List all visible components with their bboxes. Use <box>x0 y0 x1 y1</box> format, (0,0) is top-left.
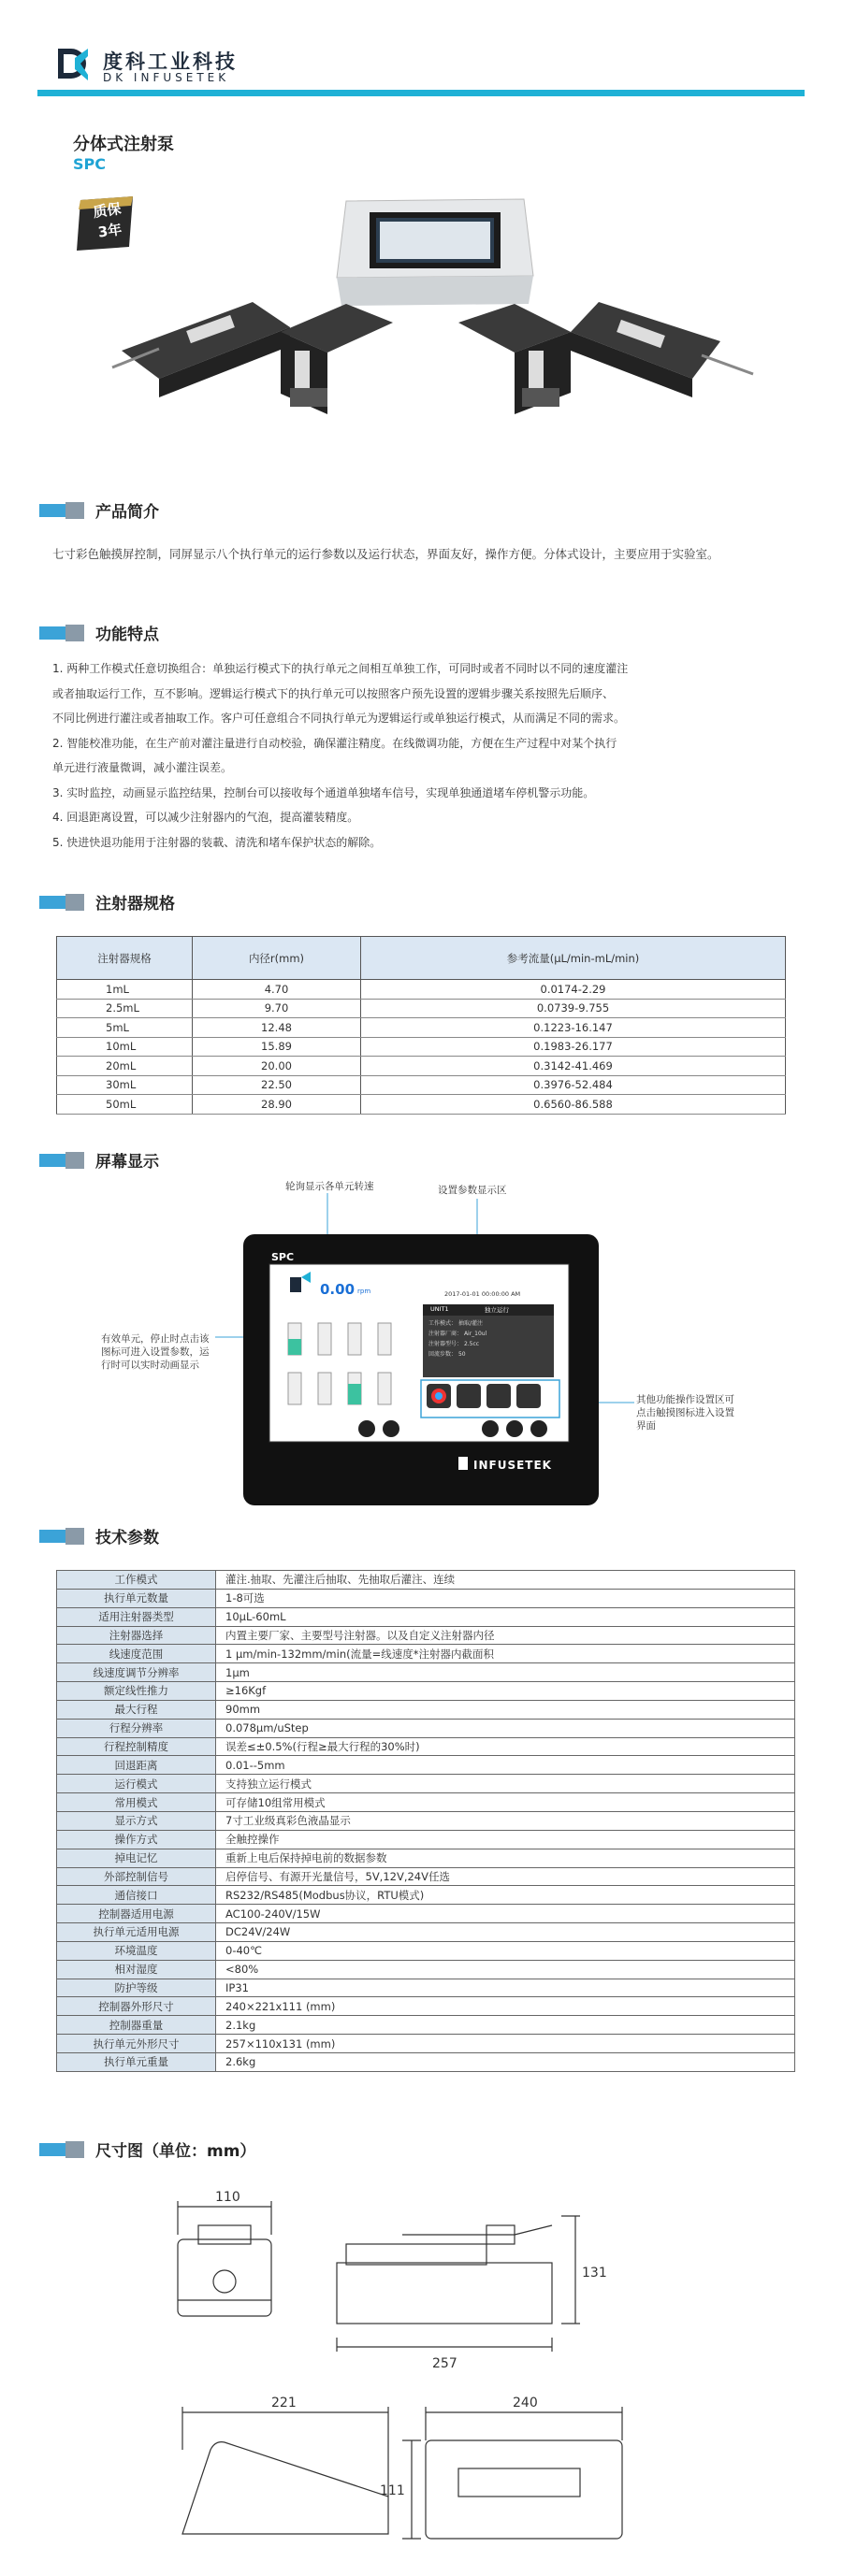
table-row <box>57 1057 786 1076</box>
spec-value: 0.01--5mm <box>216 1756 795 1775</box>
feature-line: 5. 快进快退功能用于注射器的装載、清洗和堵车保护状态的解除。 <box>52 835 382 849</box>
product-title: 分体式注射泵 <box>73 135 174 154</box>
spec-key: 防护等级 <box>57 1979 216 1997</box>
table-cell: 4.70 <box>193 980 361 1000</box>
spec-key: 控制器适用电源 <box>57 1905 216 1923</box>
controller-front-view <box>402 2407 622 2539</box>
pump-side-view <box>178 2201 271 2316</box>
header-accent-bar <box>37 90 805 96</box>
table-cell: 1mL <box>57 980 193 1000</box>
table-cell: 20.00 <box>193 1057 361 1076</box>
product-model: SPC <box>73 155 106 173</box>
feature-line: 4. 回退距离设置，可以减少注射器内的气泡，提高灌装精度。 <box>52 811 359 824</box>
table-row <box>57 1645 795 1663</box>
table-row <box>57 1811 795 1830</box>
spec-key: 工作模式 <box>57 1571 216 1590</box>
pump-unit-1 <box>112 302 290 397</box>
table-cell: 0.3142-41.469 <box>361 1057 786 1076</box>
spec-value: 2.1kg <box>216 2016 795 2035</box>
spec-key: 运行模式 <box>57 1775 216 1793</box>
spec-value: 支持独立运行模式 <box>216 1775 795 1793</box>
spec-value: DC24V/24W <box>216 1923 795 1942</box>
table-row <box>57 1095 786 1115</box>
spec-value: 内置主要厂家、主要型号注射器。以及自定义注射器内径 <box>216 1626 795 1645</box>
table-row <box>57 1923 795 1942</box>
pump-unit-3 <box>458 304 571 414</box>
spec-value: 启停信号、有源开光量信号，5V,12V,24V任选 <box>216 1867 795 1886</box>
spec-value: 灌注.抽取、先灌注后抽取、先抽取后灌注、连续 <box>216 1571 795 1590</box>
table-row <box>57 2016 795 2035</box>
panel-params <box>428 1318 550 1360</box>
table-cell: 5mL <box>57 1018 193 1038</box>
table-row <box>57 1793 795 1812</box>
panel-title: UNIT1 <box>430 1305 449 1313</box>
spec-value: 10μL-60mL <box>216 1607 795 1626</box>
spec-value: 1-8可选 <box>216 1589 795 1607</box>
section-title: 功能特点 <box>95 626 159 644</box>
spec-value: 0-40℃ <box>216 1941 795 1960</box>
spec-key: 执行单元数量 <box>57 1589 216 1607</box>
tech-spec-table <box>56 1570 795 2072</box>
callout-speed: 轮询显示各单元转速 <box>285 1181 374 1192</box>
table-row <box>57 1075 786 1095</box>
table-row <box>57 1830 795 1849</box>
table-cell: 0.6560-86.588 <box>361 1095 786 1115</box>
callout-unit: 有效单元，停止时点击该图标可进入设置参数，运行时可以实时动画显示 <box>101 1333 210 1371</box>
table-header: 参考流量(μL/min-mL/min) <box>361 937 786 980</box>
table-cell: 30mL <box>57 1075 193 1095</box>
feature-line: 或者抽取运行工作，互不影响。逻辑运行模式下的执行单元可以按照客户预先设置的逻辑步骤关系按照先后顺序、 <box>52 686 615 700</box>
spec-key: 环境温度 <box>57 1941 216 1960</box>
table-row <box>57 1756 795 1775</box>
table-row <box>57 1663 795 1682</box>
dim-131: 131 <box>582 2266 607 2281</box>
screen-brand-logo <box>458 1457 468 1470</box>
panel-value: 50 <box>457 1351 466 1358</box>
table-cell: 10mL <box>57 1037 193 1057</box>
brand-name-cn: 度科工业科技 <box>103 50 238 73</box>
screen-datetime: 2017-01-01 00:00:00 AM <box>444 1290 521 1298</box>
dim-110: 110 <box>215 2190 240 2205</box>
dimension-drawing <box>159 2188 720 2562</box>
table-cell: 20mL <box>57 1057 193 1076</box>
spec-key: 行程分辨率 <box>57 1719 216 1737</box>
spec-value: 7寸工业级真彩色液晶显示 <box>216 1811 795 1830</box>
spec-key: 回退距离 <box>57 1756 216 1775</box>
spec-key: 操作方式 <box>57 1830 216 1849</box>
spec-key: 控制器重量 <box>57 2016 216 2035</box>
spec-value: IP31 <box>216 1979 795 1997</box>
table-row <box>57 980 786 1000</box>
table-row <box>57 1886 795 1905</box>
touchscreen-display <box>243 1234 599 1505</box>
spec-value: 1 μm/min-132mm/min(流量=线速度*注射器内截面积 <box>216 1645 795 1663</box>
callout-params: 设置参数显示区 <box>438 1185 507 1196</box>
table-row <box>57 1607 795 1626</box>
table-cell: 0.3976-52.484 <box>361 1075 786 1095</box>
spec-value: RS232/RS485(Modbus协议，RTU模式) <box>216 1886 795 1905</box>
section-title: 屏幕显示 <box>95 1153 159 1172</box>
table-row <box>57 1719 795 1737</box>
spec-key: 控制器外形尺寸 <box>57 1997 216 2016</box>
panel-row <box>428 1329 550 1339</box>
panel-row <box>428 1339 550 1349</box>
table-row <box>57 1018 786 1038</box>
section-title: 技术参数 <box>95 1529 159 1547</box>
dim-257: 257 <box>432 2356 457 2371</box>
table-row <box>57 1626 795 1645</box>
spec-key: 外部控制信号 <box>57 1867 216 1886</box>
spec-key: 最大行程 <box>57 1700 216 1719</box>
panel-row <box>428 1318 550 1329</box>
spec-key: 相对湿度 <box>57 1960 216 1979</box>
spec-value: 1μm <box>216 1663 795 1682</box>
table-cell: 0.0174-2.29 <box>361 980 786 1000</box>
table-row <box>57 1979 795 1997</box>
spec-key: 线速度调节分辨率 <box>57 1663 216 1682</box>
table-cell: 9.70 <box>193 999 361 1018</box>
spec-value: 重新上电后保持掉电前的数据参数 <box>216 1849 795 1867</box>
spec-key: 注射器选择 <box>57 1626 216 1645</box>
pump-unit-4 <box>571 302 753 397</box>
table-cell: 15.89 <box>193 1037 361 1057</box>
warranty-line2: 3年 <box>96 221 123 241</box>
speed-value: 0.00 <box>320 1281 356 1298</box>
dim-111: 111 <box>380 2483 405 2498</box>
feature-line: 1. 两种工作模式任意切换组合：单独运行模式下的执行单元之间相互单独工作，可同时或者不同时以不同的速度灌注 <box>52 662 629 675</box>
controller-side-view <box>182 2407 388 2534</box>
spec-value: 240×221x111 (mm) <box>216 1997 795 2016</box>
table-cell: 22.50 <box>193 1075 361 1095</box>
table-cell: 12.48 <box>193 1018 361 1038</box>
pump-unit-2 <box>281 304 393 414</box>
feature-line: 单元进行液量微调，减小灌注误差。 <box>52 761 233 774</box>
table-row <box>57 1700 795 1719</box>
table-row <box>57 999 786 1018</box>
spec-value: 误差≤±0.5%(行程≥最大行程的30%时) <box>216 1737 795 1756</box>
panel-mode: 独立运行 <box>485 1306 509 1314</box>
dim-240: 240 <box>513 2396 538 2411</box>
panel-key: 回流步数： <box>428 1351 457 1358</box>
table-row <box>57 1997 795 2016</box>
section-title: 产品简介 <box>95 503 159 522</box>
table-row <box>57 1941 795 1960</box>
feature-line: 不同比例进行灌注或者抽取工作。客户可任意组合不同执行单元为逻辑运行或单独运行模式，从而满足不同的需求。 <box>52 712 626 725</box>
spec-value: AC100-240V/15W <box>216 1905 795 1923</box>
syringe-table <box>56 936 786 1115</box>
panel-key: 注射器型号： <box>428 1341 463 1347</box>
section-title: 注射器规格 <box>95 895 175 914</box>
panel-key: 工作模式： <box>428 1320 457 1327</box>
table-row <box>57 1682 795 1701</box>
panel-key: 注射器厂商： <box>428 1331 463 1337</box>
table-cell: 0.1223-16.147 <box>361 1018 786 1038</box>
screen-brand-text: INFUSETEK <box>473 1459 552 1472</box>
feature-line: 2. 智能校准功能，在生产前对灌注量进行自动校验，确保灌注精度。在线微调功能，方便在生产过程中对某个执行 <box>52 736 617 750</box>
panel-row <box>428 1349 550 1360</box>
table-cell: 0.1983-26.177 <box>361 1037 786 1057</box>
callout-functions: 其他功能操作设置区可点击触摸图标进入设置界面 <box>636 1394 734 1432</box>
table-row <box>57 2052 795 2071</box>
intro-text: 七寸彩色触摸屏控制，同屏显示八个执行单元的运行参数以及运行状态，界面友好，操作方便。分体式设计，主要应用于实验室。 <box>52 547 719 561</box>
controller-unit <box>337 199 533 306</box>
warranty-line1: 质保 <box>92 200 123 222</box>
spec-key: 额定线性推力 <box>57 1682 216 1701</box>
table-row <box>57 1775 795 1793</box>
spec-key: 线速度范围 <box>57 1645 216 1663</box>
brand-name-en: DK INFUSETEK <box>103 71 230 84</box>
spec-key: 显示方式 <box>57 1811 216 1830</box>
spec-key: 掉电记忆 <box>57 1849 216 1867</box>
table-cell: 2.5mL <box>57 999 193 1018</box>
table-row <box>57 2035 795 2053</box>
spec-value: 2.6kg <box>216 2052 795 2071</box>
spec-value: 全触控操作 <box>216 1830 795 1849</box>
table-cell: 0.0739-9.755 <box>361 999 786 1018</box>
pump-front-view <box>337 2216 580 2352</box>
spec-value: 0.078μm/uStep <box>216 1719 795 1737</box>
spec-value: ≥16Kgf <box>216 1682 795 1701</box>
panel-value: 抽取/灌注 <box>457 1320 483 1327</box>
features-list <box>52 656 791 855</box>
spec-value: 90mm <box>216 1700 795 1719</box>
feature-line: 3. 实时监控，动画显示监控结果，控制台可以接收每个通道单独堵车信号，实现单独通道堵车停机警示功能。 <box>52 785 595 799</box>
table-cell: 28.90 <box>193 1095 361 1115</box>
table-row <box>57 1867 795 1886</box>
product-photo <box>103 192 758 416</box>
screen-model-label: SPC <box>271 1251 295 1263</box>
table-row <box>57 1737 795 1756</box>
spec-value: 257×110x131 (mm) <box>216 2035 795 2053</box>
panel-value: 2.5cc <box>463 1341 480 1347</box>
spec-key: 适用注射器类型 <box>57 1607 216 1626</box>
dim-221: 221 <box>271 2396 297 2411</box>
table-row <box>57 1037 786 1057</box>
spec-key: 常用模式 <box>57 1793 216 1812</box>
table-row <box>57 1571 795 1590</box>
logo-icon <box>54 45 92 82</box>
table-row <box>57 1905 795 1923</box>
table-header: 注射器规格 <box>57 937 193 980</box>
spec-key: 执行单元外形尺寸 <box>57 2035 216 2053</box>
spec-value: <80% <box>216 1960 795 1979</box>
spec-value: 可存储10组常用模式 <box>216 1793 795 1812</box>
table-row <box>57 1589 795 1607</box>
spec-key: 通信接口 <box>57 1886 216 1905</box>
spec-key: 行程控制精度 <box>57 1737 216 1756</box>
table-cell: 50mL <box>57 1095 193 1115</box>
table-row <box>57 1849 795 1867</box>
panel-value: Air_10ul <box>463 1331 487 1337</box>
section-title: 尺寸图（单位：mm） <box>95 2142 256 2161</box>
speed-unit: rpm <box>357 1288 371 1295</box>
table-row <box>57 1960 795 1979</box>
spec-key: 执行单元重量 <box>57 2052 216 2071</box>
table-header: 内径r(mm) <box>193 937 361 980</box>
spec-key: 执行单元适用电源 <box>57 1923 216 1942</box>
